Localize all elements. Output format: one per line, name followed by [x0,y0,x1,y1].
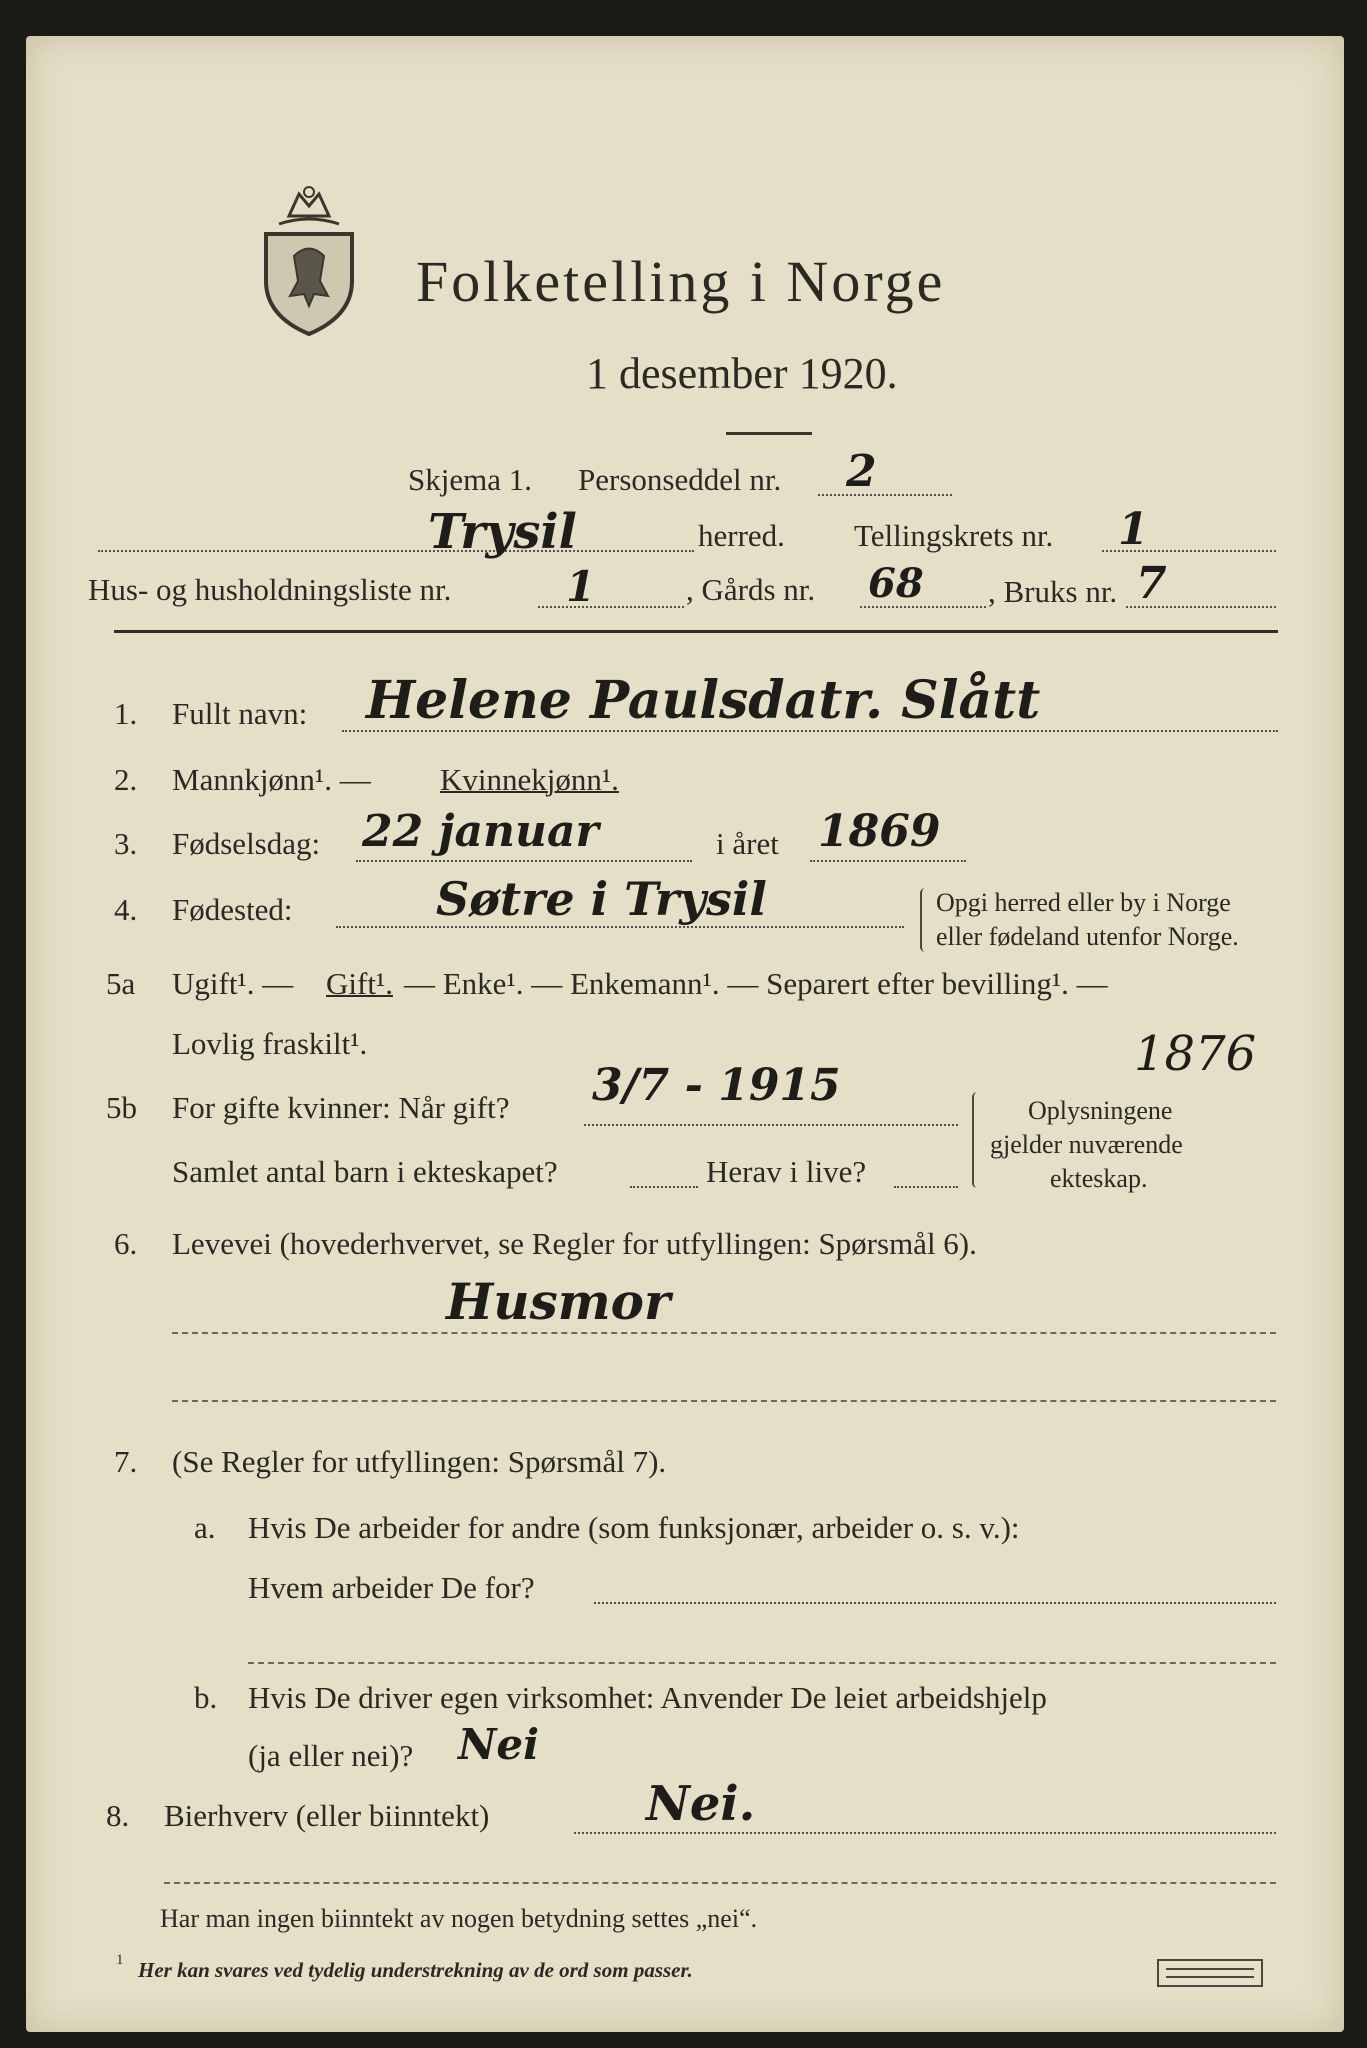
q7a-employer-line[interactable] [594,1602,1276,1604]
q5b-married-line [584,1124,958,1126]
q7a-letter: a. [194,1510,216,1545]
herred-line [98,550,694,552]
q3-year-label: i året [716,826,779,861]
husholdningsliste-label: Hus- og husholdningsliste nr. [88,572,452,607]
form-title: Folketelling i Norge [416,249,946,314]
q3-year-line [810,860,966,862]
q5b-children-line[interactable] [630,1186,698,1188]
q6-line1 [172,1332,1276,1334]
footer-note: Har man ingen biinntekt av nogen betydning settes „nei“. [160,1904,758,1933]
q5b-alive-line[interactable] [894,1186,958,1188]
footnote-text: Her kan svares ved tydelig understrekning av de ord som passer. [138,1958,693,1982]
q3-day-line [356,860,692,862]
q4-note-line1: Opgi herred eller by i Norge [936,888,1231,917]
q5b-note-line3: ekteskap. [1050,1164,1148,1193]
q5a-ugift-option[interactable]: Ugift¹. — [172,966,294,1001]
q7a-employer-label: Hvem arbeider De for? [248,1570,535,1605]
q5a-other-options[interactable]: — Enke¹. — Enkemann¹. — Separert efter bevilling¹. — [404,966,1108,1001]
footnote-mark: 1 [116,1952,124,1968]
q1-number: 1. [114,696,138,731]
printer-stamp-icon [1156,1958,1264,1988]
q4-note-bracket [920,888,930,952]
gards-label: , Gårds nr. [686,572,816,607]
q4-birthplace-value[interactable]: Søtre i Trysil [436,872,767,926]
q7-label: (Se Regler for utfyllingen: Spørsmål 7). [172,1444,667,1479]
q7a-text: Hvis De arbeider for andre (som funksjonær, arbeider o. s. v.): [248,1510,1020,1545]
herred-label: herred. [698,518,785,553]
q8-line [574,1832,1276,1834]
q5a-gift-option[interactable]: Gift¹. [326,966,393,1001]
q1-label: Fullt navn: [172,696,308,731]
q8-number: 8. [106,1798,130,1833]
husholdningsliste-line [538,606,684,608]
q7b-letter: b. [194,1680,218,1715]
q5b-note-line2: gjelder nuværende [990,1130,1183,1159]
q3-birthday-value[interactable]: 22 januar [362,806,599,857]
q2-number: 2. [114,762,138,797]
q8-side-income-value[interactable]: Nei. [646,1776,756,1832]
q1-full-name-value[interactable]: Helene Paulsdatr. Slått [366,670,1041,731]
q8-line2[interactable] [164,1882,1276,1884]
q4-number: 4. [114,892,138,927]
q8-label: Bierhverv (eller biinntekt) [164,1798,490,1833]
q5b-note-bracket [972,1092,982,1188]
personseddel-line [818,494,952,496]
q3-year-value[interactable]: 1869 [818,806,941,857]
q7b-hired-help-value[interactable]: Nei [458,1720,540,1769]
q7a-line2[interactable] [248,1662,1276,1664]
q7b-text: Hvis De driver egen virksomhet: Anvender De leiet arbeidshjelp [248,1680,1047,1715]
header-separator [114,630,1278,633]
census-form-page [26,36,1344,2032]
tellingskrets-label: Tellingskrets nr. [854,518,1054,553]
q6-label: Levevei (hovederhvervet, se Regler for utfyllingen: Spørsmål 6). [172,1226,977,1261]
q4-line [336,926,904,928]
census-date: 1 desember 1920. [586,349,898,398]
q7b-label: (ja eller nei)? [248,1738,414,1773]
q5a-margin-note: 1876 [1134,1026,1257,1082]
tellingskrets-value[interactable]: 1 [1118,504,1149,555]
q4-label: Fødested: [172,892,293,927]
personseddel-label: Personseddel nr. [578,462,782,497]
q7-number: 7. [114,1444,138,1479]
q6-occupation-value[interactable]: Husmor [446,1272,671,1331]
bruks-label: , Bruks nr. [988,574,1118,609]
gards-value[interactable]: 68 [868,560,924,607]
q5b-children-label: Samlet antal barn i ekteskapet? [172,1154,558,1189]
q3-number: 3. [114,826,138,861]
q5a-number: 5a [106,966,136,1001]
q5a-fraskilt-option[interactable]: Lovlig fraskilt¹. [172,1026,368,1061]
q6-number: 6. [114,1226,138,1261]
q6-line2[interactable] [172,1400,1276,1402]
q4-note-line2: eller fødeland utenfor Norge. [936,922,1239,951]
husholdningsliste-value[interactable]: 1 [566,562,596,611]
title-divider [726,432,812,435]
herred-value[interactable]: Trysil [428,504,577,560]
q2-kvinnekjonn-option[interactable]: Kvinnekjønn¹. [440,762,619,797]
coat-of-arms-icon [254,186,364,336]
q3-label: Fødselsdag: [172,826,321,861]
q5b-number: 5b [106,1090,137,1125]
q5b-married-date-value[interactable]: 3/7 - 1915 [592,1060,841,1111]
schema-label: Skjema 1. [408,462,532,497]
q2-mannkjonn-option[interactable]: Mannkjønn¹. — [172,762,371,797]
personseddel-value[interactable]: 2 [846,446,877,497]
q5b-alive-label: Herav i live? [706,1154,867,1189]
q5b-label: For gifte kvinner: Når gift? [172,1090,510,1125]
bruks-value[interactable]: 7 [1136,558,1167,609]
q5b-note-line1: Oplysningene [1028,1096,1173,1125]
